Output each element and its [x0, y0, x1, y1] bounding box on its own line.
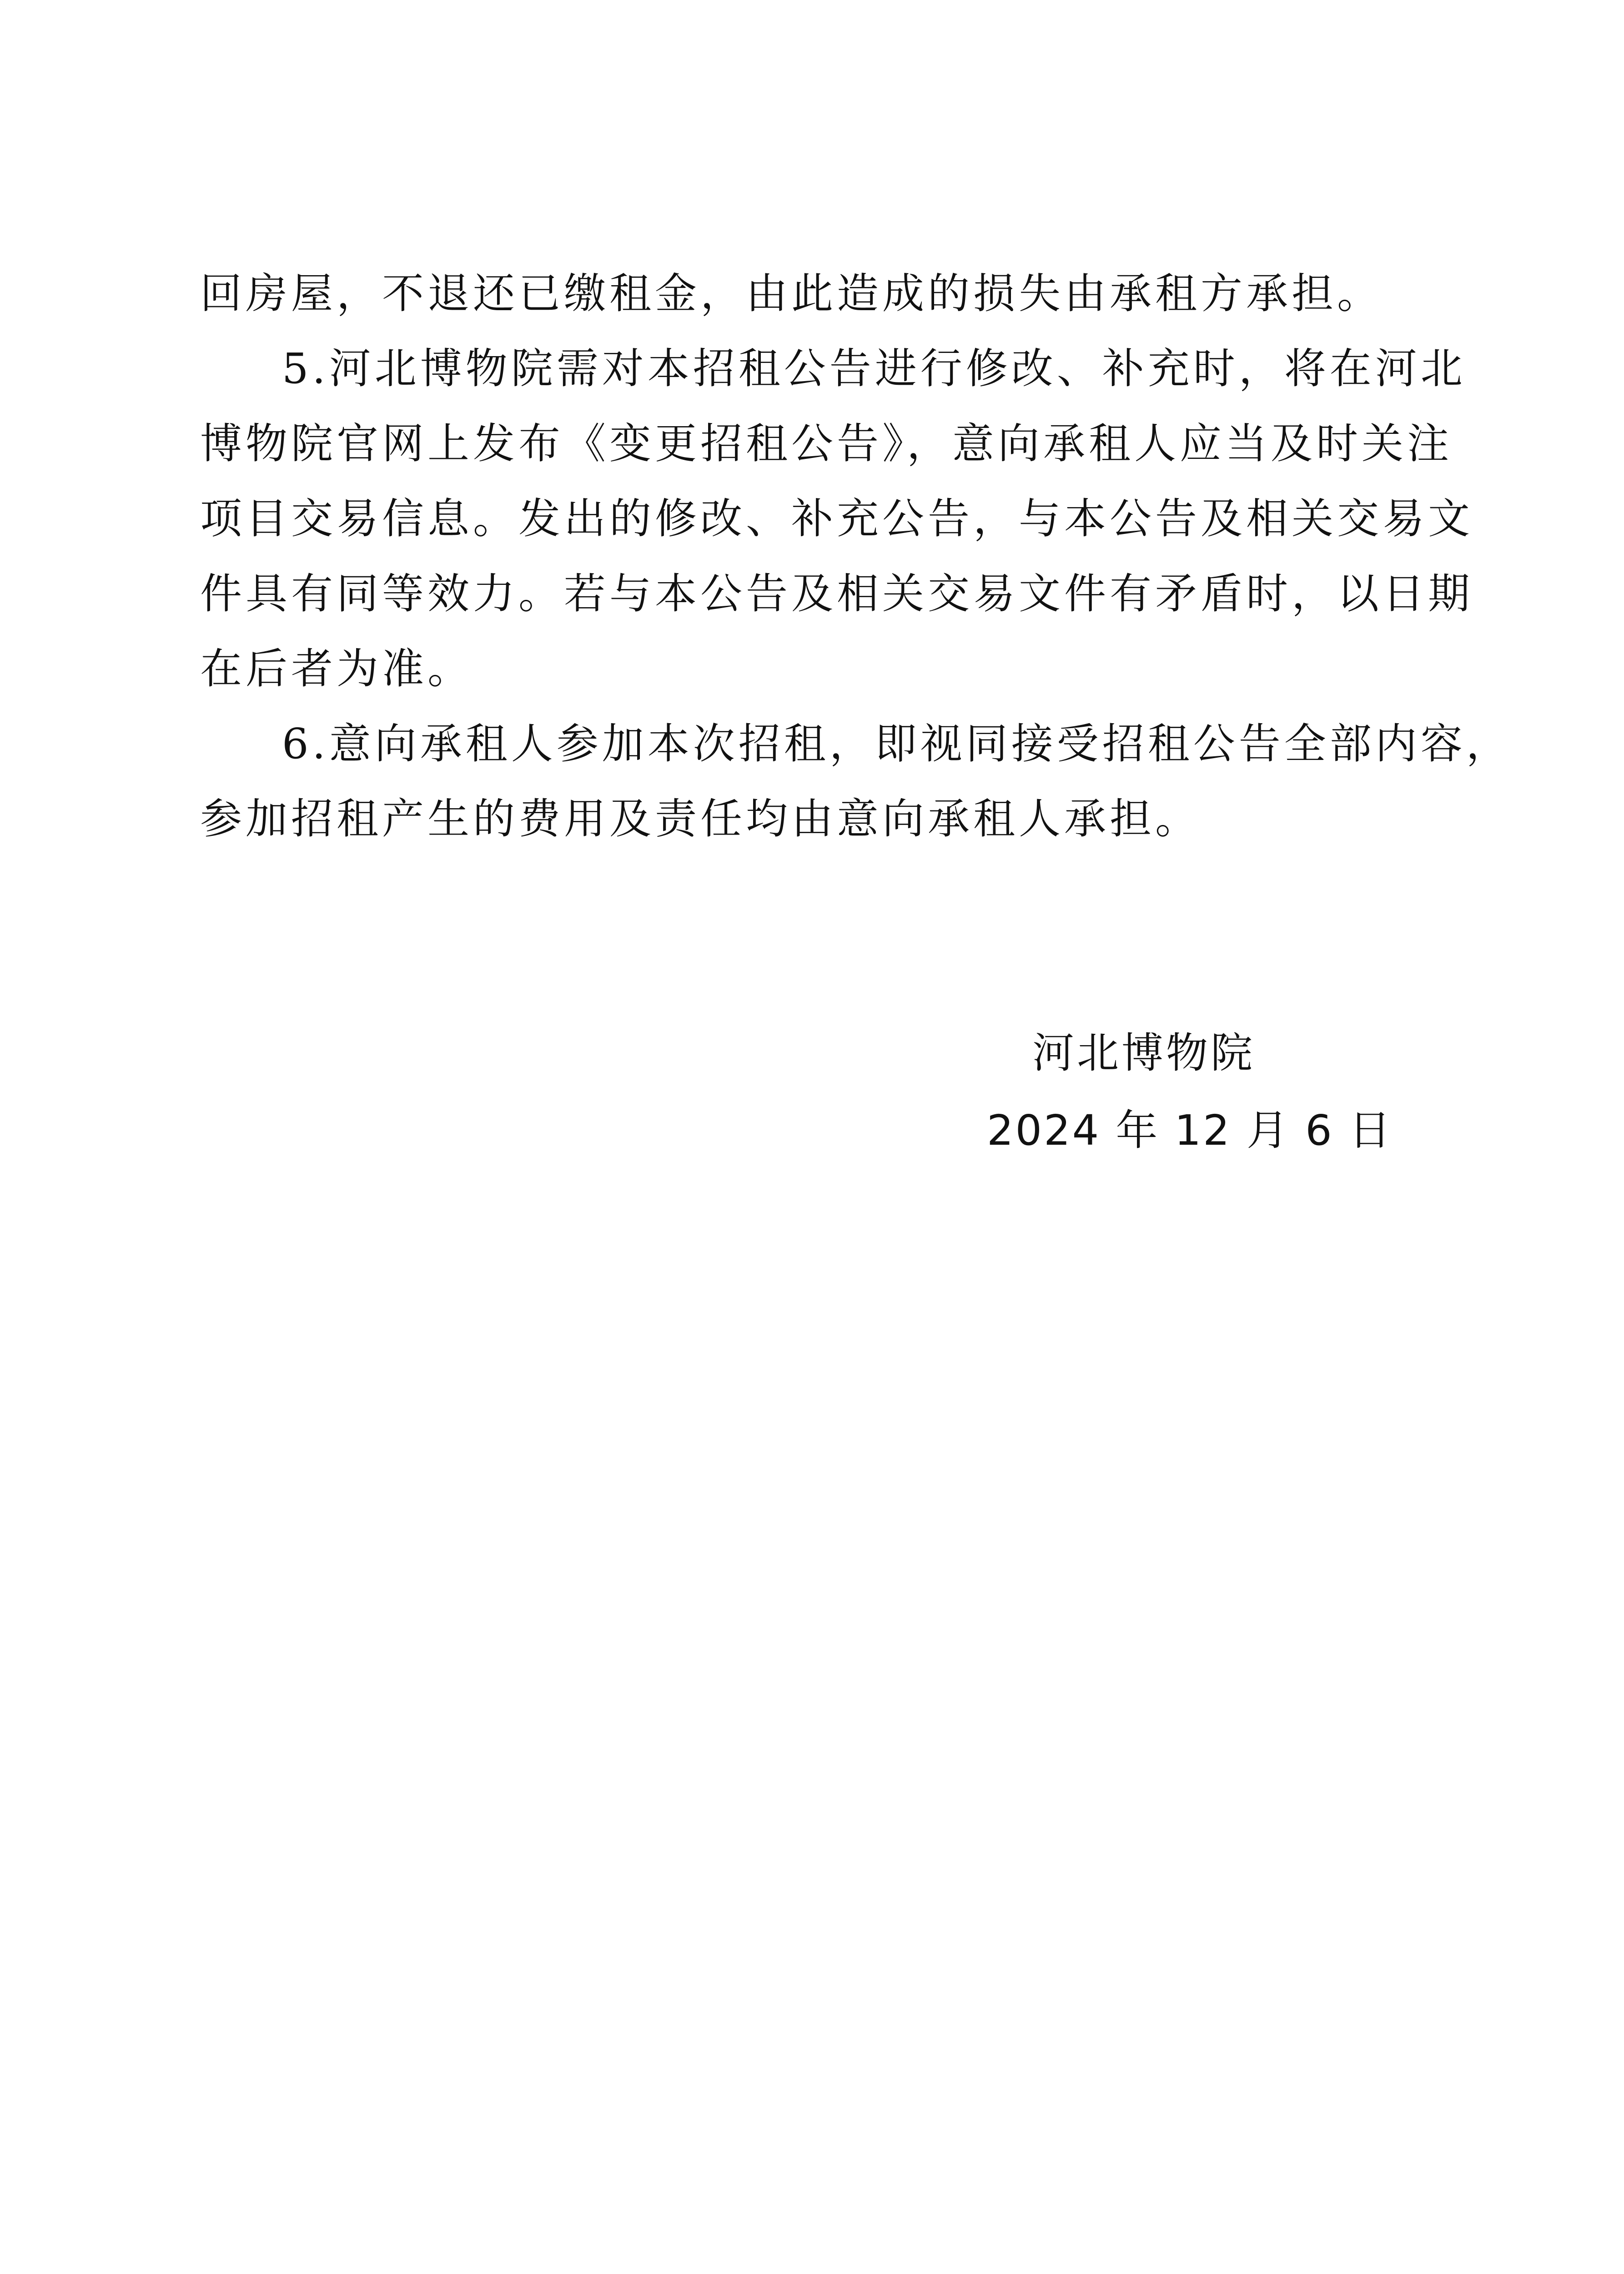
item5-line-1: 5.河北博物院需对本招租公告进行修改、补充时，将在河北	[282, 344, 1466, 393]
item5-line-2: 博物院官网上发布《变更招租公告》，意向承租人应当及时关注	[200, 419, 1453, 468]
item6-line-2: 参加招租产生的费用及责任均由意向承租人承担。	[200, 795, 1201, 843]
item5-line-5: 在后者为准。	[200, 644, 473, 693]
item6-line-1: 6.意向承租人参加本次招租，即视同接受招租公告全部内容，	[282, 719, 1512, 768]
item5-line-4: 件具有同等效力。若与本公告及相关交易文件有矛盾时，以日期	[200, 569, 1474, 618]
signature-date: 2024 年 12 月 6 日	[987, 1106, 1393, 1155]
paragraph-line-1: 回房屋，不退还已缴租金，由此造成的损失由承租方承担。	[200, 269, 1383, 318]
signature-organization: 河北博物院	[1032, 1029, 1256, 1077]
item5-line-3: 项目交易信息。发出的修改、补充公告，与本公告及相关交易文	[200, 494, 1474, 543]
